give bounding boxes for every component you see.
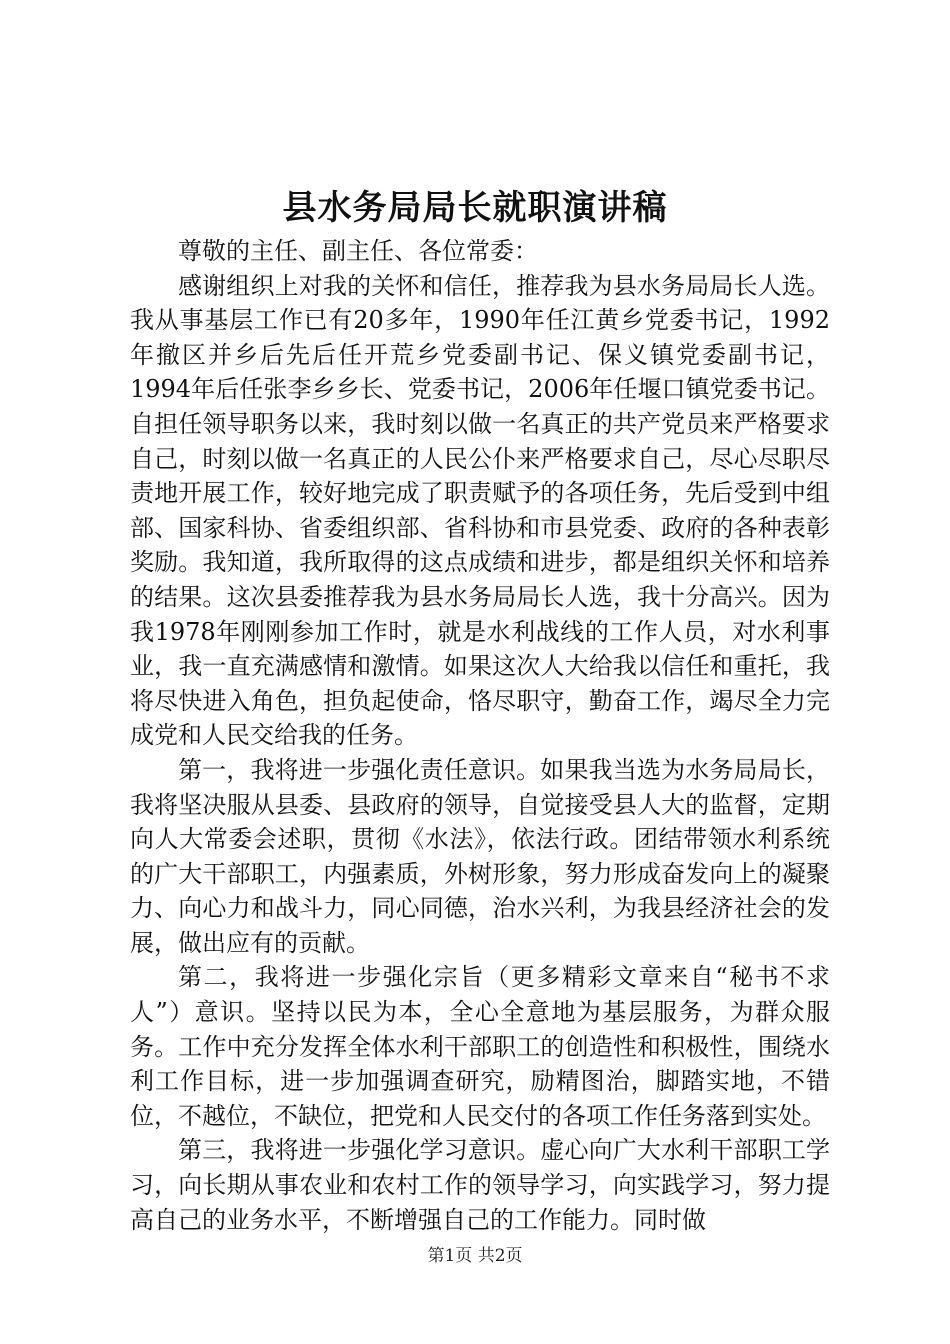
page-number-footer: 第1页 共2页 bbox=[427, 1246, 523, 1266]
salutation: 尊敬的主任、副主任、各位常委： bbox=[178, 237, 538, 265]
paragraph-second-point: 第二，我将进一步强化宗旨（更多精彩文章来自“秘书不求人”）意识。坚持以民为本，全心全意地为基层服务，为群众服务。工作中充分发挥全体水利干部职工的创造性和积极性，围绕水利工作目标，进一步加强调查研究，励精图治，脚踏实地，不错位，不越位，不缺位，把党和人民交付的各项工作任务落到实处。 bbox=[130, 963, 830, 1130]
paragraph-first-point: 第一，我将进一步强化责任意识。如果我当选为水务局局长，我将坚决服从县委、县政府的领导，自觉接受县人大的监督，定期向人大常委会述职，贯彻《水法》，依法行政。团结带领水利系统的广大干部职工，内强素质，外树形象，努力形成奋发向上的凝聚力、向心力和战斗力，同心同德，治水兴利，为我县经济社会的发展，做出应有的贡献。 bbox=[130, 755, 830, 957]
paragraph-third-point: 第三，我将进一步强化学习意识。虚心向广大水利干部职工学习，向长期从事农业和农村工作的领导学习，向实践学习，努力提高自己的业务水平，不断增强自己的工作能力。同时做 bbox=[130, 1136, 830, 1234]
document-title: 县水务局局长就职演讲稿 bbox=[282, 188, 668, 228]
paragraph-intro: 感谢组织上对我的关怀和信任，推荐我为县水务局局长人选。我从事基层工作已有20多年，1990年任江黄乡党委书记，1992年撤区并乡后先后任开荒乡党委副书记、保义镇党委副书记，1994年后任张李乡乡长、党委书记，2006年任堰口镇党委书记。自担任领导职务以来，我时刻以做一名真正的共产党员来严格要求自己，时刻以做一名真正的人民公仆来严格要求自己，尽心尽职尽责地开展工作，较好地完成了职责赋予的各项任务，先后受到中组部、国家科协、省委组织部、省科协和市县党委、政府的各种表彰奖励。我知道，我所取得的这点成绩和进步，都是组织关怀和培养的结果。这次县委推荐我为县水务局局长人选，我十分高兴。因为我1978年刚刚参加工作时，就是水利战线的工作人员，对水利事业，我一直充满感情和激情。如果这次人大给我以信任和重托，我将尽快进入角色，担负起使命，恪尽职守，勤奋工作，竭尽全力完成党和人民交给我的任务。 bbox=[130, 271, 830, 750]
document-body bbox=[130, 234, 830, 1237]
